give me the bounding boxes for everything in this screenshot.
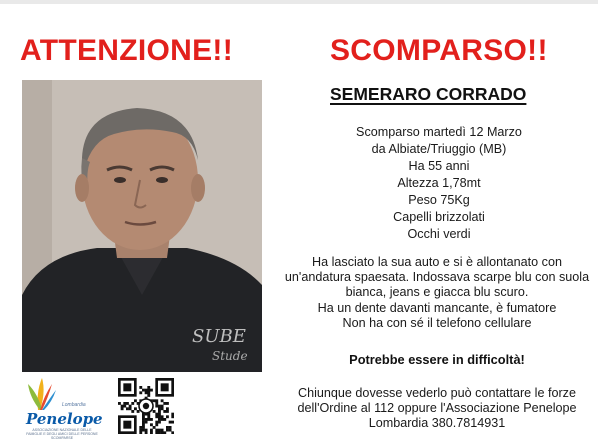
- headline: [0, 34, 598, 74]
- person-name: SEMERARO CORRADO: [330, 84, 527, 104]
- whatsapp-qr-code-icon[interactable]: [118, 378, 174, 434]
- headline-attention: ATTENZIONE!!: [20, 34, 234, 67]
- detail-weight: Peso 75Kg: [408, 193, 470, 207]
- logo-small-text: ASSOCIAZIONE NAZIONALE DELLE FAMIGLIE E DEGLI AMICI DELLE PERSONE SCOMPARSE: [26, 428, 98, 440]
- penelope-flower-logo-icon: [18, 372, 104, 412]
- detail-age: Ha 55 anni: [408, 159, 470, 173]
- detail-eyes: Occhi verdi: [407, 227, 471, 241]
- description-clothing: Ha lasciato la sua auto e si è allontanato con un'andatura spaesata. Indossava scarpe blu con suola bianca, jeans e giacca blu scuro.: [284, 255, 590, 300]
- description-phone: Non ha con sé il telefono cellulare: [342, 315, 532, 330]
- headline-missing: SCOMPARSO!!: [330, 34, 548, 67]
- svg-text:Stude: Stude: [212, 349, 248, 363]
- description-tooth: Ha un dente davanti mancante, è fumatore: [317, 300, 557, 315]
- warning-text: Potrebbe essere in difficoltà!: [349, 352, 525, 367]
- penelope-logo: [18, 372, 104, 442]
- missing-person-photo: [22, 80, 262, 372]
- detail-place: da Albiate/Triuggio (MB): [371, 142, 507, 156]
- top-border: [0, 0, 598, 4]
- detail-hair: Capelli brizzolati: [393, 210, 485, 224]
- logo-subtitle: Lombardia: [62, 402, 86, 408]
- person-details: [300, 124, 578, 243]
- detail-date: Scomparso martedì 12 Marzo: [356, 125, 522, 139]
- detail-height: Altezza 1,78mt: [397, 176, 481, 190]
- description: [278, 255, 596, 331]
- svg-text:SUBE: SUBE: [192, 326, 246, 347]
- logo-name: Penelope: [26, 410, 103, 428]
- contact-info: Chiunque dovesse vederlo può contattare le forze dell'Ordine al 112 oppure l'Associazione Penelope Lombardia 380.7814931: [297, 386, 577, 430]
